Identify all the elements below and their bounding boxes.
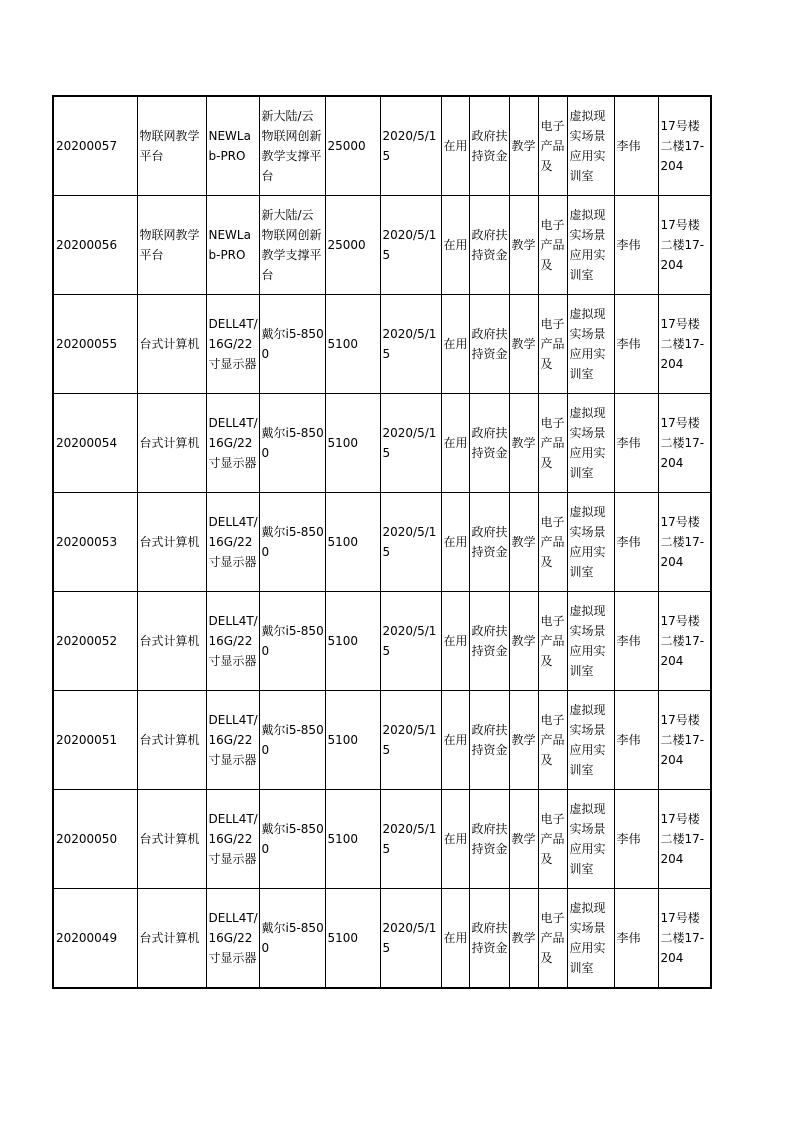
keeper-cell: 李伟	[614, 394, 658, 493]
status-cell: 在用	[441, 691, 469, 790]
usage-cell: 教学	[509, 790, 538, 889]
asset-name-cell: 台式计算机	[137, 691, 206, 790]
table-row	[53, 394, 711, 493]
keeper-cell: 李伟	[614, 889, 658, 989]
asset-id-cell: 20200057	[53, 96, 137, 196]
usage-cell: 教学	[509, 196, 538, 295]
category-cell: 电子产品及	[538, 592, 567, 691]
usage-cell: 教学	[509, 295, 538, 394]
price-cell: 5100	[325, 592, 380, 691]
asset-id-cell: 20200056	[53, 196, 137, 295]
department-cell: 虚拟现实场景应用实训室	[567, 394, 614, 493]
department-cell: 虚拟现实场景应用实训室	[567, 493, 614, 592]
asset-id-cell: 20200052	[53, 592, 137, 691]
department-cell: 虚拟现实场景应用实训室	[567, 691, 614, 790]
asset-id-cell: 20200050	[53, 790, 137, 889]
usage-cell: 教学	[509, 691, 538, 790]
price-cell: 5100	[325, 493, 380, 592]
price-cell: 5100	[325, 691, 380, 790]
category-cell: 电子产品及	[538, 790, 567, 889]
status-cell: 在用	[441, 196, 469, 295]
keeper-cell: 李伟	[614, 96, 658, 196]
model-cell: DELL4T/16G/22寸显示器	[206, 592, 259, 691]
model-cell: DELL4T/16G/22寸显示器	[206, 790, 259, 889]
department-cell: 虚拟现实场景应用实训室	[567, 96, 614, 196]
asset-id-cell: 20200055	[53, 295, 137, 394]
table-row	[53, 295, 711, 394]
status-cell: 在用	[441, 592, 469, 691]
model-cell: DELL4T/16G/22寸显示器	[206, 394, 259, 493]
department-cell: 虚拟现实场景应用实训室	[567, 790, 614, 889]
category-cell: 电子产品及	[538, 96, 567, 196]
location-cell: 17号楼二楼17-204	[658, 691, 711, 790]
keeper-cell: 李伟	[614, 691, 658, 790]
category-cell: 电子产品及	[538, 196, 567, 295]
asset-name-cell: 物联网教学平台	[137, 196, 206, 295]
department-cell: 虚拟现实场景应用实训室	[567, 295, 614, 394]
usage-cell: 教学	[509, 592, 538, 691]
location-cell: 17号楼二楼17-204	[658, 493, 711, 592]
category-cell: 电子产品及	[538, 394, 567, 493]
funding-cell: 政府扶持资金	[469, 493, 509, 592]
price-cell: 5100	[325, 790, 380, 889]
funding-cell: 政府扶持资金	[469, 394, 509, 493]
keeper-cell: 李伟	[614, 493, 658, 592]
price-cell: 5100	[325, 394, 380, 493]
model-cell: DELL4T/16G/22寸显示器	[206, 493, 259, 592]
spec-cell: 新大陆/云物联网创新教学支撑平台	[259, 96, 325, 196]
category-cell: 电子产品及	[538, 889, 567, 989]
table-row	[53, 493, 711, 592]
location-cell: 17号楼二楼17-204	[658, 592, 711, 691]
funding-cell: 政府扶持资金	[469, 196, 509, 295]
usage-cell: 教学	[509, 889, 538, 989]
category-cell: 电子产品及	[538, 493, 567, 592]
model-cell: NEWLab-PRO	[206, 96, 259, 196]
location-cell: 17号楼二楼17-204	[658, 889, 711, 989]
asset-name-cell: 台式计算机	[137, 493, 206, 592]
keeper-cell: 李伟	[614, 790, 658, 889]
status-cell: 在用	[441, 295, 469, 394]
spec-cell: 戴尔i5-8500	[259, 592, 325, 691]
price-cell: 25000	[325, 96, 380, 196]
funding-cell: 政府扶持资金	[469, 790, 509, 889]
usage-cell: 教学	[509, 394, 538, 493]
spec-cell: 戴尔i5-8500	[259, 394, 325, 493]
asset-id-cell: 20200053	[53, 493, 137, 592]
status-cell: 在用	[441, 889, 469, 989]
asset-name-cell: 台式计算机	[137, 295, 206, 394]
keeper-cell: 李伟	[614, 196, 658, 295]
keeper-cell: 李伟	[614, 592, 658, 691]
model-cell: DELL4T/16G/22寸显示器	[206, 691, 259, 790]
date-cell: 2020/5/15	[380, 691, 441, 790]
funding-cell: 政府扶持资金	[469, 295, 509, 394]
price-cell: 5100	[325, 889, 380, 989]
spec-cell: 戴尔i5-8500	[259, 691, 325, 790]
department-cell: 虚拟现实场景应用实训室	[567, 889, 614, 989]
status-cell: 在用	[441, 96, 469, 196]
location-cell: 17号楼二楼17-204	[658, 295, 711, 394]
spec-cell: 新大陆/云物联网创新教学支撑平台	[259, 196, 325, 295]
table-row	[53, 196, 711, 295]
asset-id-cell: 20200049	[53, 889, 137, 989]
date-cell: 2020/5/15	[380, 196, 441, 295]
funding-cell: 政府扶持资金	[469, 592, 509, 691]
keeper-cell: 李伟	[614, 295, 658, 394]
location-cell: 17号楼二楼17-204	[658, 790, 711, 889]
asset-name-cell: 台式计算机	[137, 592, 206, 691]
date-cell: 2020/5/15	[380, 889, 441, 989]
usage-cell: 教学	[509, 96, 538, 196]
spec-cell: 戴尔i5-8500	[259, 889, 325, 989]
department-cell: 虚拟现实场景应用实训室	[567, 592, 614, 691]
date-cell: 2020/5/15	[380, 96, 441, 196]
price-cell: 5100	[325, 295, 380, 394]
asset-name-cell: 物联网教学平台	[137, 96, 206, 196]
asset-name-cell: 台式计算机	[137, 790, 206, 889]
status-cell: 在用	[441, 790, 469, 889]
asset-inventory-table	[52, 95, 712, 989]
model-cell: DELL4T/16G/22寸显示器	[206, 295, 259, 394]
category-cell: 电子产品及	[538, 295, 567, 394]
category-cell: 电子产品及	[538, 691, 567, 790]
date-cell: 2020/5/15	[380, 295, 441, 394]
table-row	[53, 691, 711, 790]
spec-cell: 戴尔i5-8500	[259, 295, 325, 394]
model-cell: NEWLab-PRO	[206, 196, 259, 295]
date-cell: 2020/5/15	[380, 592, 441, 691]
table-row	[53, 889, 711, 989]
status-cell: 在用	[441, 493, 469, 592]
date-cell: 2020/5/15	[380, 493, 441, 592]
asset-id-cell: 20200054	[53, 394, 137, 493]
spec-cell: 戴尔i5-8500	[259, 493, 325, 592]
date-cell: 2020/5/15	[380, 790, 441, 889]
funding-cell: 政府扶持资金	[469, 96, 509, 196]
spec-cell: 戴尔i5-8500	[259, 790, 325, 889]
location-cell: 17号楼二楼17-204	[658, 196, 711, 295]
model-cell: DELL4T/16G/22寸显示器	[206, 889, 259, 989]
status-cell: 在用	[441, 394, 469, 493]
price-cell: 25000	[325, 196, 380, 295]
usage-cell: 教学	[509, 493, 538, 592]
location-cell: 17号楼二楼17-204	[658, 96, 711, 196]
table-row	[53, 790, 711, 889]
asset-name-cell: 台式计算机	[137, 889, 206, 989]
table-row	[53, 592, 711, 691]
asset-name-cell: 台式计算机	[137, 394, 206, 493]
department-cell: 虚拟现实场景应用实训室	[567, 196, 614, 295]
asset-id-cell: 20200051	[53, 691, 137, 790]
date-cell: 2020/5/15	[380, 394, 441, 493]
funding-cell: 政府扶持资金	[469, 691, 509, 790]
funding-cell: 政府扶持资金	[469, 889, 509, 989]
table-row	[53, 96, 711, 196]
location-cell: 17号楼二楼17-204	[658, 394, 711, 493]
